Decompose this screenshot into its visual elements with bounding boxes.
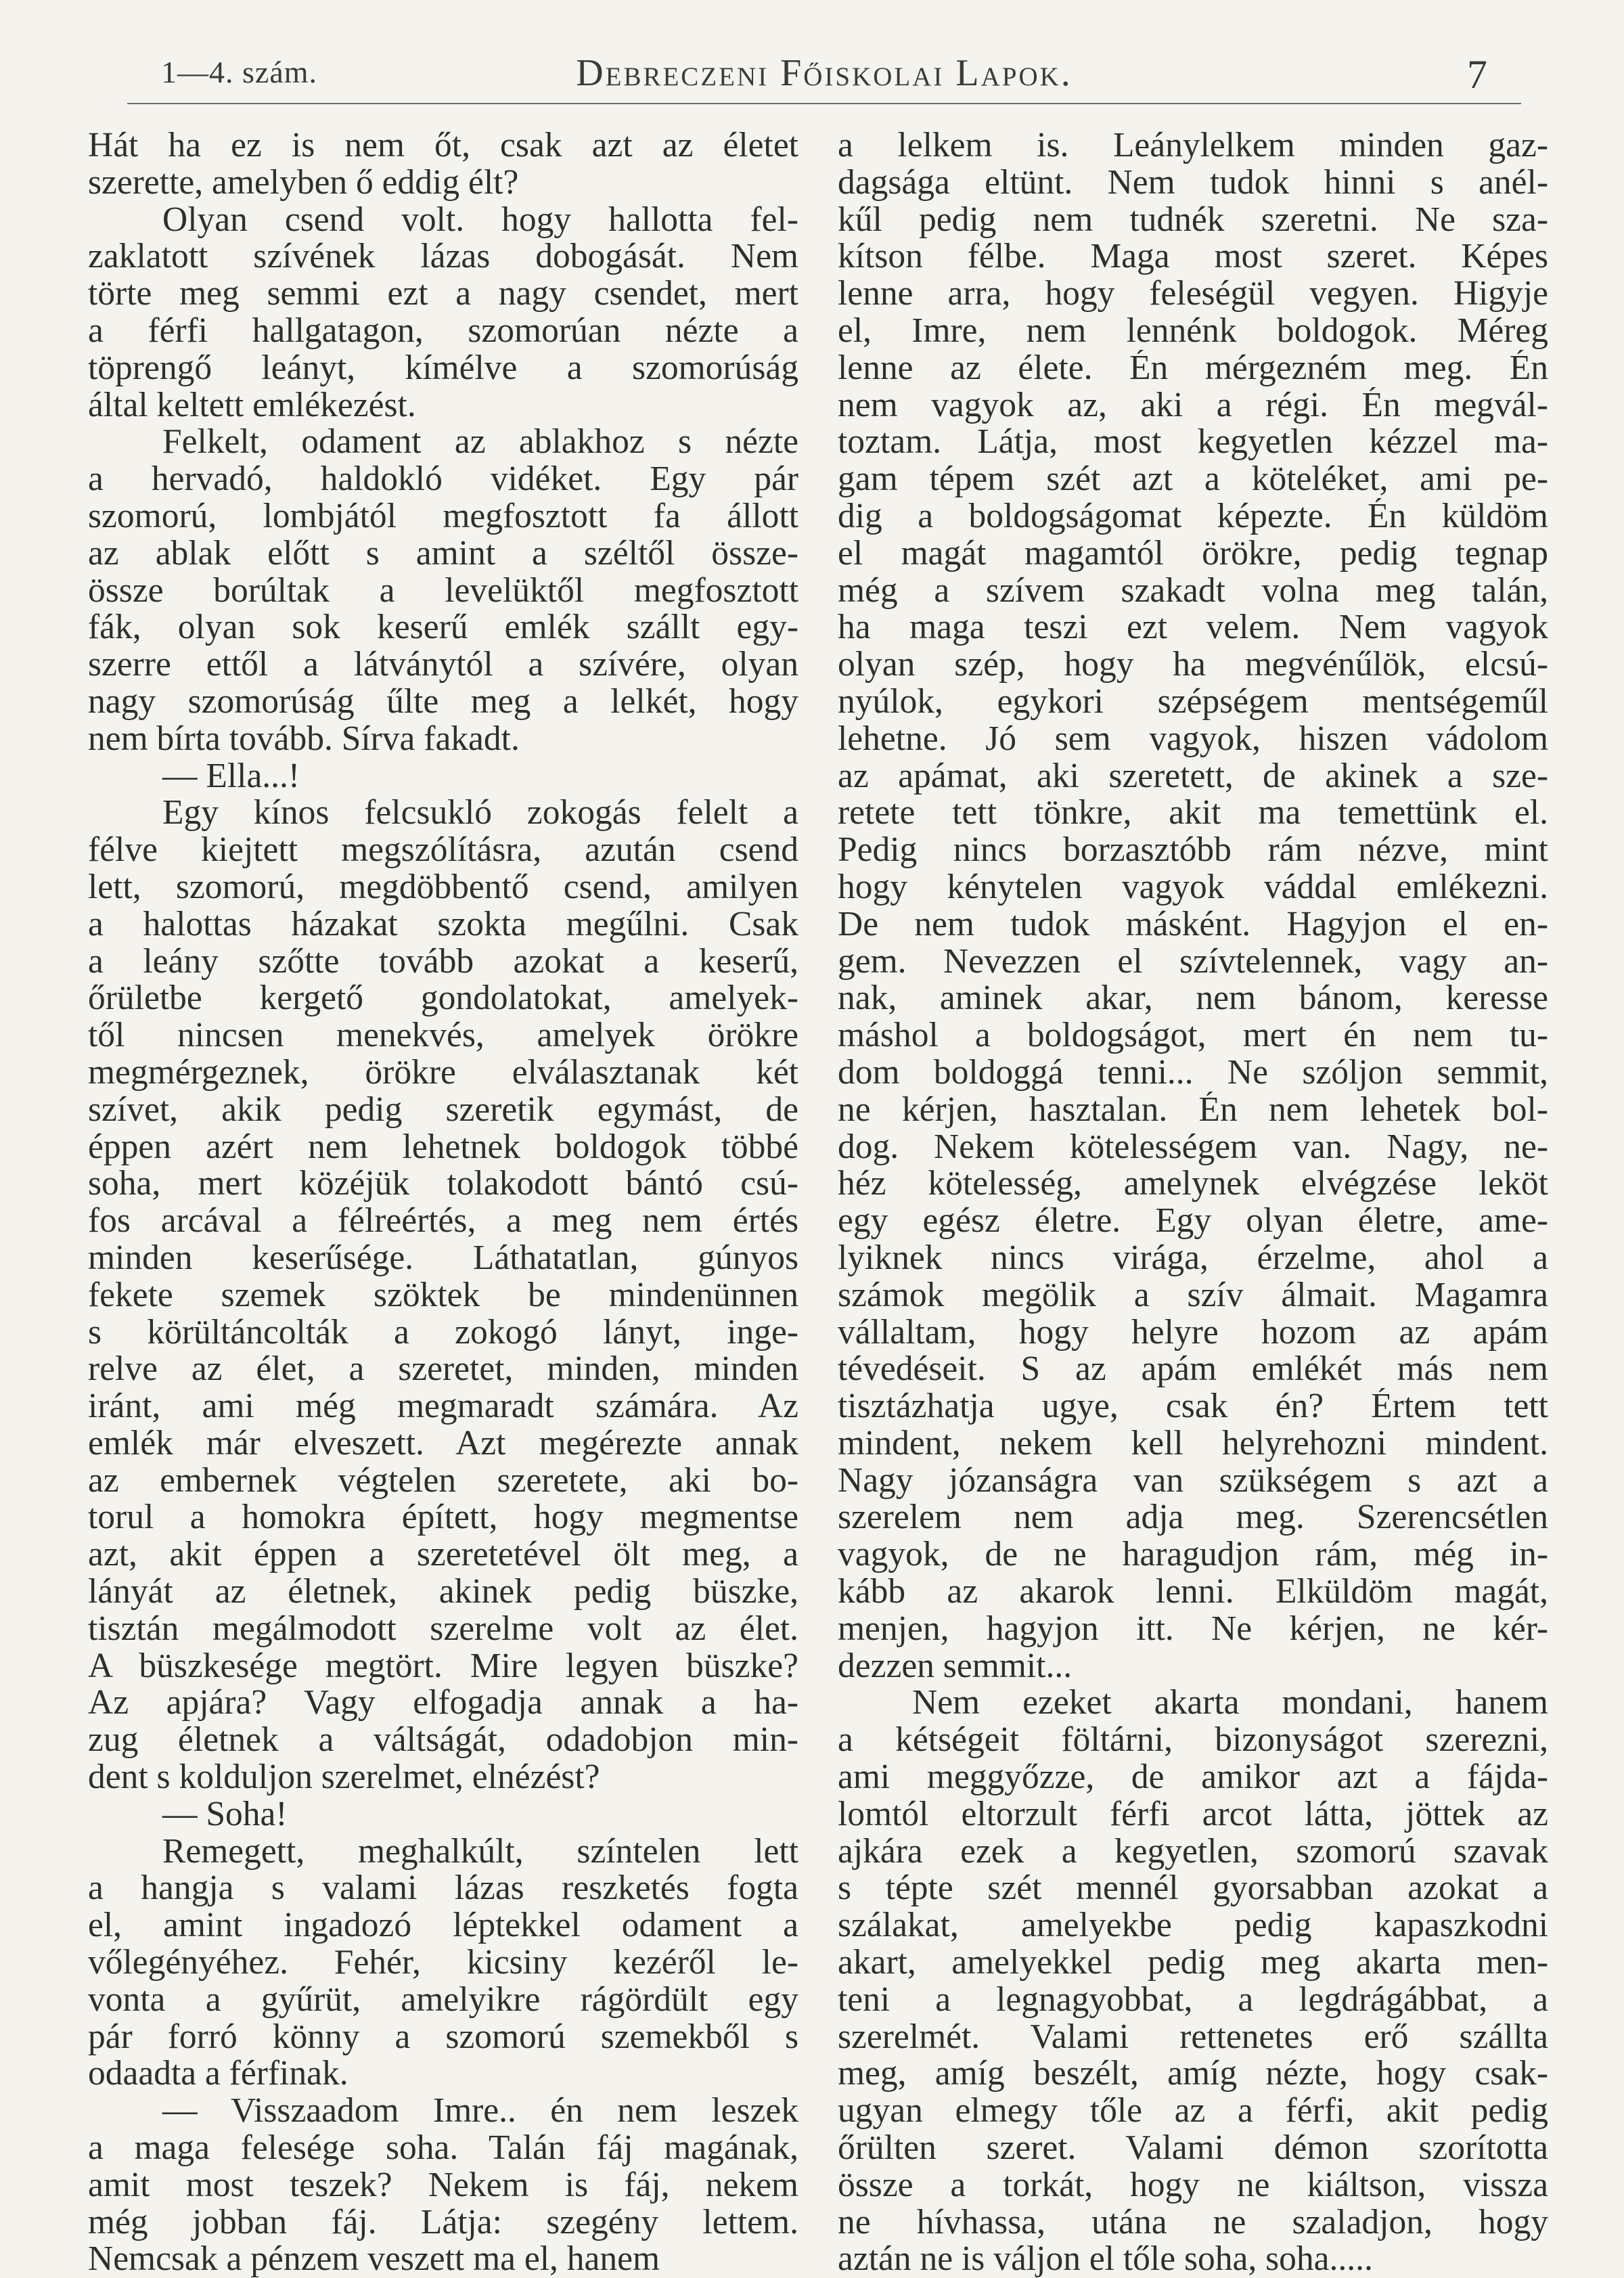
text-line: vagyok, de ne haragudjon rám, még in- [838, 1536, 1548, 1574]
text-line: egy egész életre. Egy olyan életre, ame- [838, 1203, 1548, 1240]
text-line: retete tett tönkre, akit ma temettünk el. [838, 795, 1548, 832]
text-line: a lelkem is. Leánylelkem minden gaz- [838, 127, 1548, 164]
text-line: Nagy józanságra van szükségem s azt a [838, 1462, 1548, 1500]
text-line: ne kérjen, hasztalan. Én nem lehetek bol- [838, 1091, 1548, 1129]
text-line: amit most teszek? Nekem is fáj, nekem [88, 2166, 798, 2204]
text-line: szomorú, lombjától megfosztott fa állott [88, 497, 798, 535]
text-line: szerelem nem adja meg. Szerencsétlen [838, 1499, 1548, 1537]
text-line: dig a boldogságomat képezte. Én küldöm [838, 497, 1548, 535]
text-line: számok megölik a szív álmait. Magamra [838, 1276, 1548, 1314]
text-line: kább az akarok lenni. Elküldöm magát, [838, 1573, 1548, 1611]
text-line: lányát az életnek, akinek pedig büszke, [88, 1573, 798, 1611]
text-line: által keltett emlékezést. [88, 386, 416, 424]
text-line: gam tépem szét azt a köteléket, ami pe- [838, 461, 1548, 498]
text-line: dog. Nekem kötelességem van. Nagy, ne- [838, 1128, 1548, 1166]
text-line: toztam. Látja, most kegyetlen kézzel ma- [838, 424, 1548, 462]
text-line: össze a torkát, hogy ne kiáltson, vissza [838, 2166, 1548, 2204]
text-line: Hát ha ez is nem őt, csak azt az életet [88, 127, 798, 164]
text-line: szálakat, amelyekbe pedig kapaszkodni [838, 1907, 1548, 1945]
page-number: 7 [1467, 52, 1487, 97]
text-line: emlék már elveszett. Azt megérezte annak [88, 1425, 798, 1462]
text-line: s tépte szét mennél gyorsabban azokat a [838, 1870, 1548, 1908]
text-line: szerette, amelyben ő eddig élt? [88, 164, 519, 202]
text-line: dent s kolduljon szerelmet, elnézést? [88, 1759, 600, 1796]
text-line: Pedig nincs borzasztóbb rám nézve, mint [838, 832, 1548, 869]
text-line: azt, akit éppen a szeretetével ölt meg, a [88, 1536, 798, 1574]
text-line: kűl pedig nem tudnék szeretni. Ne sza- [838, 201, 1548, 239]
text-line: dom boldoggá tenni... Ne szóljon semmit, [838, 1054, 1548, 1092]
text-line: Nem ezeket akarta mondani, hanem [912, 1684, 1548, 1722]
text-line: szívet, akik pedig szeretik egymást, de [88, 1091, 798, 1129]
text-line: lehetne. Jó sem vagyok, hiszen vádolom [838, 720, 1548, 758]
text-line: — Ella...! [162, 757, 300, 795]
text-line: iránt, ami még megmaradt számára. Az [88, 1388, 798, 1425]
text-line: az embernek végtelen szeretete, aki bo- [88, 1462, 798, 1500]
text-line: Remegett, meghalkúlt, színtelen lett [162, 1833, 798, 1871]
text-line: pár forró könny a szomorú szemekből s [88, 2018, 798, 2056]
text-line: héz kötelesség, amelynek elvégzése leköt [838, 1165, 1548, 1203]
left-text-column [88, 127, 798, 2278]
text-line: ne hívhassa, utána ne szaladjon, hogy [838, 2204, 1548, 2241]
text-line: nak, aminek akar, nem bánom, keresse [838, 980, 1548, 1018]
text-line: hogy kénytelen vagyok váddal emlékezni. [838, 868, 1548, 906]
text-line: össze borúltak a levelüktől megfosztott [88, 572, 798, 610]
text-line: el, Imre, nem lennénk boldogok. Méreg [838, 312, 1548, 350]
text-line: lenne arra, hogy feleségül vegyen. Higyje [838, 275, 1548, 313]
text-line: szerre ettől a látványtól a szívére, olyan [88, 646, 798, 684]
text-line: lett, szomorú, megdöbbentő csend, amilyen [88, 868, 798, 906]
text-line: vőlegényéhez. Fehér, kicsiny kezéről le- [88, 1944, 798, 1982]
text-line: Olyan csend volt. hogy hallotta fel- [162, 201, 798, 239]
text-line: s körültáncolták a zokogó lányt, inge- [88, 1314, 798, 1352]
text-line: a halottas házakat szokta megűlni. Csak [88, 906, 798, 943]
text-line: tisztázhatja ugye, csak én? Értem tett [838, 1388, 1548, 1425]
text-line: nagy szomorúság űlte meg a lelkét, hogy [88, 683, 798, 721]
text-line: töprengő leányt, kímélve a szomorúság [88, 349, 798, 387]
text-line: aztán ne is váljon el tőle soha, soha..... [838, 2241, 1373, 2278]
text-line: De nem tudok másként. Hagyjon el en- [838, 906, 1548, 943]
text-line: fák, olyan sok keserű emlék szállt egy- [88, 609, 798, 647]
text-line: dagsága eltünt. Nem tudok hinni s anél- [838, 164, 1548, 202]
text-line: olyan szép, hogy ha megvénűlök, elcsú- [838, 646, 1548, 684]
text-line: fekete szemek szöktek be mindenünnen [88, 1276, 798, 1314]
text-line: lyiknek nincs virága, érzelme, ahol a [838, 1239, 1548, 1277]
text-line: a maga felesége soha. Talán fáj magának, [88, 2130, 798, 2167]
publication-title: Debreczeni Főiskolai Lapok. [576, 52, 1073, 94]
text-line: torul a homokra épített, hogy megmentse [88, 1499, 798, 1537]
text-line: az ablak előtt s amint a széltől össze- [88, 535, 798, 573]
text-line: ajkára ezek a kegyetlen, szomorú szavak [838, 1833, 1548, 1871]
text-line: törte meg semmi ezt a nagy csendet, mert [88, 275, 798, 313]
text-line: őrületbe kergető gondolatokat, amelyek- [88, 980, 798, 1018]
text-line: Az apjára? Vagy elfogadja annak a ha- [88, 1684, 798, 1722]
text-line: nem bírta tovább. Sírva fakadt. [88, 720, 520, 758]
text-line: az apámat, aki szeretett, de akinek a sze- [838, 757, 1548, 795]
text-line: soha, mert közéjük tolakodott bántó csú- [88, 1165, 798, 1203]
text-line: mindent, nekem kell helyrehozni mindent. [838, 1425, 1548, 1462]
text-line: ami meggyőzze, de amikor azt a fájda- [838, 1759, 1548, 1796]
text-line: fos arcával a félreértés, a meg nem értés [88, 1203, 798, 1240]
text-line: máshol a boldogságot, mert én nem tu- [838, 1017, 1548, 1054]
text-line: tisztán megálmodott szerelme volt az élet. [88, 1610, 798, 1648]
text-line: vállaltam, hogy helyre hozom az apám [838, 1314, 1548, 1352]
text-line: a kétségeit föltárni, bizonyságot szerezni, [838, 1722, 1548, 1760]
text-line: ha maga teszi ezt velem. Nem vagyok [838, 609, 1548, 647]
issue-number: 1—4. szám. [161, 55, 318, 89]
text-line: kítson félbe. Maga most szeret. Képes [838, 238, 1548, 276]
text-line: a hangja s valami lázas reszketés fogta [88, 1870, 798, 1908]
text-line: lomtól eltorzult férfi arcot látta, jöttek az [838, 1795, 1548, 1833]
text-line: ugyan elmegy tőle az a férfi, akit pedig [838, 2093, 1548, 2130]
text-line: teni a legnagyobbat, a legdrágábbat, a [838, 1981, 1548, 2019]
text-line: félve kiejtett megszólításra, azután csend [88, 832, 798, 869]
text-line: Nemcsak a pénzem veszett ma el, hanem [88, 2241, 660, 2278]
text-line: dezzen semmit... [838, 1647, 1073, 1685]
text-line: lenne az élete. Én mérgezném meg. Én [838, 349, 1548, 387]
text-line: relve az élet, a szeretet, minden, minden [88, 1351, 798, 1389]
text-line: től nincsen menekvés, amelyek örökre [88, 1017, 798, 1054]
text-line: A büszkesége megtört. Mire legyen büszke? [88, 1647, 798, 1685]
text-line: szerelmét. Valami rettenetes erő szállta [838, 2018, 1548, 2056]
text-line: éppen azért nem lehetnek boldogok többé [88, 1128, 798, 1166]
text-line: zug életnek a váltságát, odadobjon min- [88, 1722, 798, 1760]
text-line: akart, amelyekkel pedig meg akarta men- [838, 1944, 1548, 1982]
text-line: még a szívem szakadt volna meg talán, [838, 572, 1548, 610]
text-line: a férfi hallgatagon, szomorúan nézte a [88, 312, 798, 350]
text-line: minden keserűsége. Láthatatlan, gúnyos [88, 1239, 798, 1277]
text-line: meg, amíg beszélt, amíg nézte, hogy csak- [838, 2055, 1548, 2093]
text-line: a hervadó, haldokló vidéket. Egy pár [88, 461, 798, 498]
text-line: Felkelt, odament az ablakhoz s nézte [162, 424, 798, 462]
text-line: nyúlok, egykori szépségem mentségeműl [838, 683, 1548, 721]
text-line: el magát magamtól örökre, pedig tegnap [838, 535, 1548, 573]
right-text-column [838, 127, 1548, 2278]
text-line: zaklatott szívének lázas dobogását. Nem [88, 238, 798, 276]
text-line: odaadta a férfinak. [88, 2055, 348, 2093]
text-line: még jobban fáj. Látja: szegény lettem. [88, 2204, 798, 2241]
text-line: a leány szőtte tovább azokat a keserű, [88, 943, 798, 981]
text-line: el, amint ingadozó léptekkel odament a [88, 1907, 798, 1945]
text-line: őrülten szeret. Valami démon szorította [838, 2130, 1548, 2167]
text-line: megmérgeznek, örökre elválasztanak két [88, 1054, 798, 1092]
text-line: Egy kínos felcsukló zokogás felelt a [162, 795, 798, 832]
page-header [127, 42, 1521, 104]
text-line: vonta a gyűrüt, amelyikre rágördült egy [88, 1981, 798, 2019]
text-line: — Soha! [162, 1795, 288, 1833]
text-line: menjen, hagyjon itt. Ne kérjen, ne kér- [838, 1610, 1548, 1648]
text-line: nem vagyok az, aki a régi. Én megvál- [838, 386, 1548, 424]
text-line: — Visszaadom Imre.. én nem leszek [162, 2093, 798, 2130]
text-line: gem. Nevezzen el szívtelennek, vagy an- [838, 943, 1548, 981]
text-line: tévedéseit. S az apám emlékét más nem [838, 1351, 1548, 1389]
